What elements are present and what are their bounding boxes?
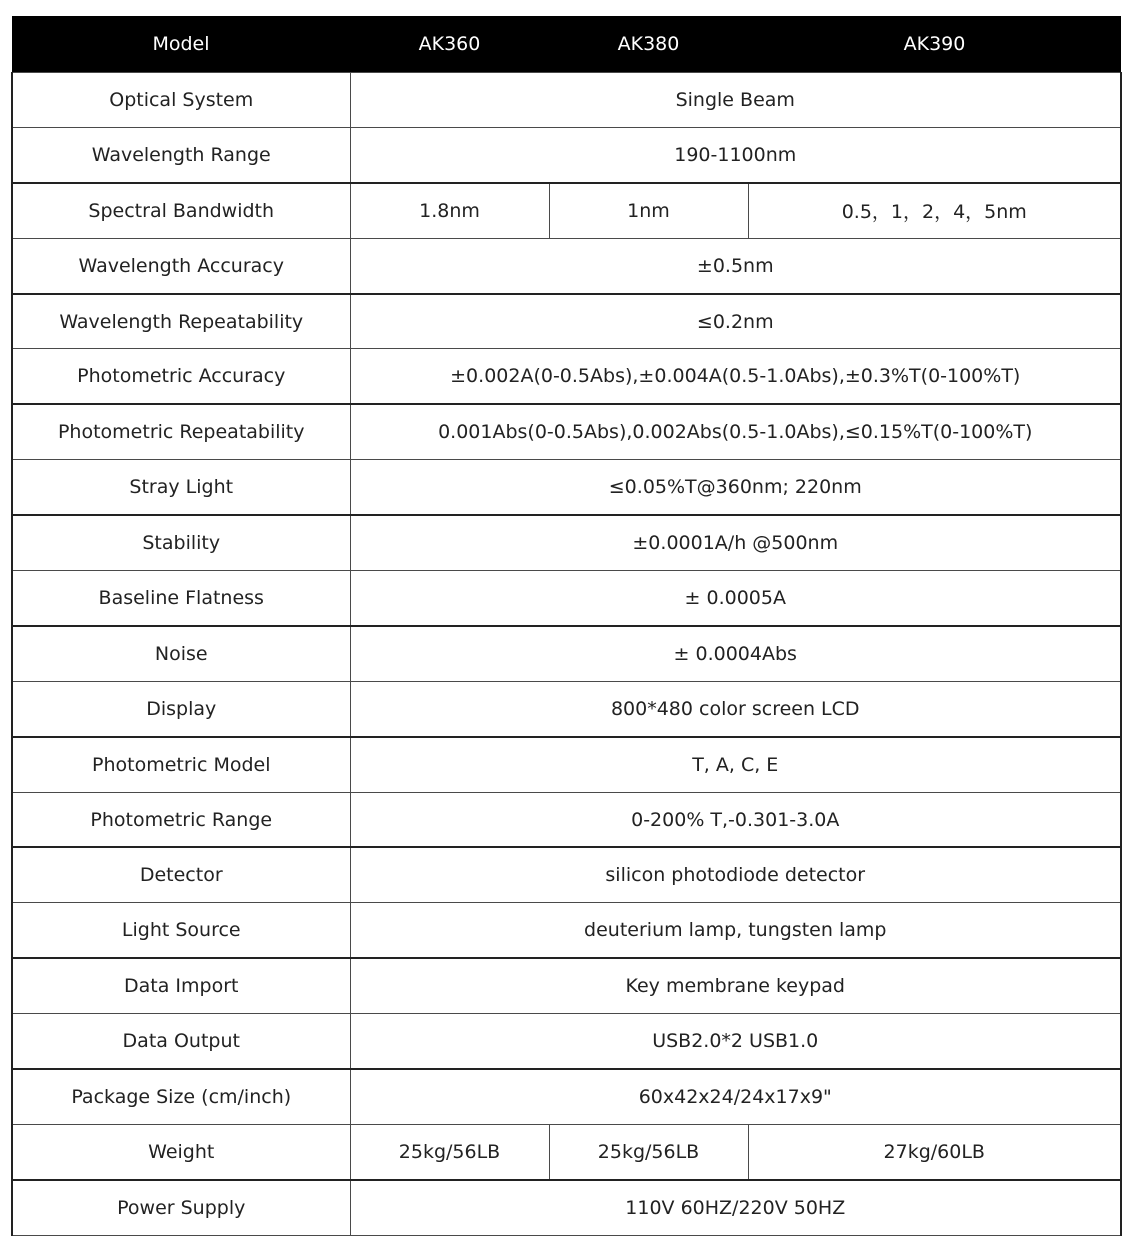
table-row [12, 127, 1121, 182]
row-value: T, A, C, E [350, 737, 1121, 792]
row-label: Data Import [12, 958, 350, 1013]
row-label: Detector [12, 847, 350, 902]
row-label: Wavelength Range [12, 127, 350, 182]
table-row [12, 404, 1121, 459]
table-row [12, 515, 1121, 570]
row-label: Wavelength Repeatability [12, 294, 350, 349]
table-row [12, 737, 1121, 792]
table-row [12, 349, 1121, 404]
table-row [12, 1124, 1121, 1179]
header-model: Model [12, 16, 350, 72]
row-label: Photometric Accuracy [12, 349, 350, 404]
row-label: Weight [12, 1124, 350, 1179]
row-label: Display [12, 681, 350, 736]
row-value: deuterium lamp, tungsten lamp [350, 903, 1121, 958]
table-row [12, 626, 1121, 681]
spec-table [11, 16, 1122, 1236]
header-ak360: AK360 [350, 16, 549, 72]
spec-table-body [12, 72, 1121, 1235]
row-label: Photometric Range [12, 792, 350, 847]
row-value-ak360: 25kg/56LB [350, 1124, 549, 1179]
row-label: Data Output [12, 1014, 350, 1069]
table-row [12, 571, 1121, 626]
row-value: silicon photodiode detector [350, 847, 1121, 902]
row-value-ak360: 1.8nm [350, 183, 549, 238]
row-label: Power Supply [12, 1180, 350, 1235]
row-value: ±0.5nm [350, 238, 1121, 293]
row-value: ±0.002A(0-0.5Abs),±0.004A(0.5-1.0Abs),±0.3%T(0-100%T) [350, 349, 1121, 404]
table-row [12, 294, 1121, 349]
row-label: Wavelength Accuracy [12, 238, 350, 293]
table-row [12, 238, 1121, 293]
row-value: 0-200% T,-0.301-3.0A [350, 792, 1121, 847]
row-label: Light Source [12, 903, 350, 958]
table-row [12, 72, 1121, 127]
table-row [12, 681, 1121, 736]
row-value-ak390: 0.5，1，2，4，5nm [748, 183, 1121, 238]
row-label: Photometric Model [12, 737, 350, 792]
row-value: 0.001Abs(0-0.5Abs),0.002Abs(0.5-1.0Abs),≤0.15%T(0-100%T) [350, 404, 1121, 459]
row-value: ≤0.2nm [350, 294, 1121, 349]
row-label: Spectral Bandwidth [12, 183, 350, 238]
table-row [12, 958, 1121, 1013]
row-value: ±0.0001A/h @500nm [350, 515, 1121, 570]
table-row [12, 183, 1121, 238]
table-row [12, 847, 1121, 902]
row-value-ak380: 1nm [549, 183, 748, 238]
row-label: Stability [12, 515, 350, 570]
row-value: USB2.0*2 USB1.0 [350, 1014, 1121, 1069]
row-label: Photometric Repeatability [12, 404, 350, 459]
table-row [12, 903, 1121, 958]
row-value: ± 0.0005A [350, 571, 1121, 626]
row-label: Noise [12, 626, 350, 681]
table-row [12, 792, 1121, 847]
row-value: Single Beam [350, 72, 1121, 127]
row-value-ak390: 27kg/60LB [748, 1124, 1121, 1179]
table-row [12, 460, 1121, 515]
table-row [12, 1014, 1121, 1069]
row-label: Baseline Flatness [12, 571, 350, 626]
row-value: ± 0.0004Abs [350, 626, 1121, 681]
header-row [12, 16, 1121, 72]
header-ak380: AK380 [549, 16, 748, 72]
header-ak390: AK390 [748, 16, 1121, 72]
spec-table-header [12, 16, 1121, 72]
table-row [12, 1180, 1121, 1235]
row-value: Key membrane keypad [350, 958, 1121, 1013]
table-row [12, 1069, 1121, 1124]
row-label: Optical System [12, 72, 350, 127]
row-value-ak380: 25kg/56LB [549, 1124, 748, 1179]
row-value: 60x42x24/24x17x9" [350, 1069, 1121, 1124]
row-value: ≤0.05%T@360nm; 220nm [350, 460, 1121, 515]
row-value: 800*480 color screen LCD [350, 681, 1121, 736]
row-label: Stray Light [12, 460, 350, 515]
row-label: Package Size (cm/inch) [12, 1069, 350, 1124]
row-value: 110V 60HZ/220V 50HZ [350, 1180, 1121, 1235]
row-value: 190-1100nm [350, 127, 1121, 182]
